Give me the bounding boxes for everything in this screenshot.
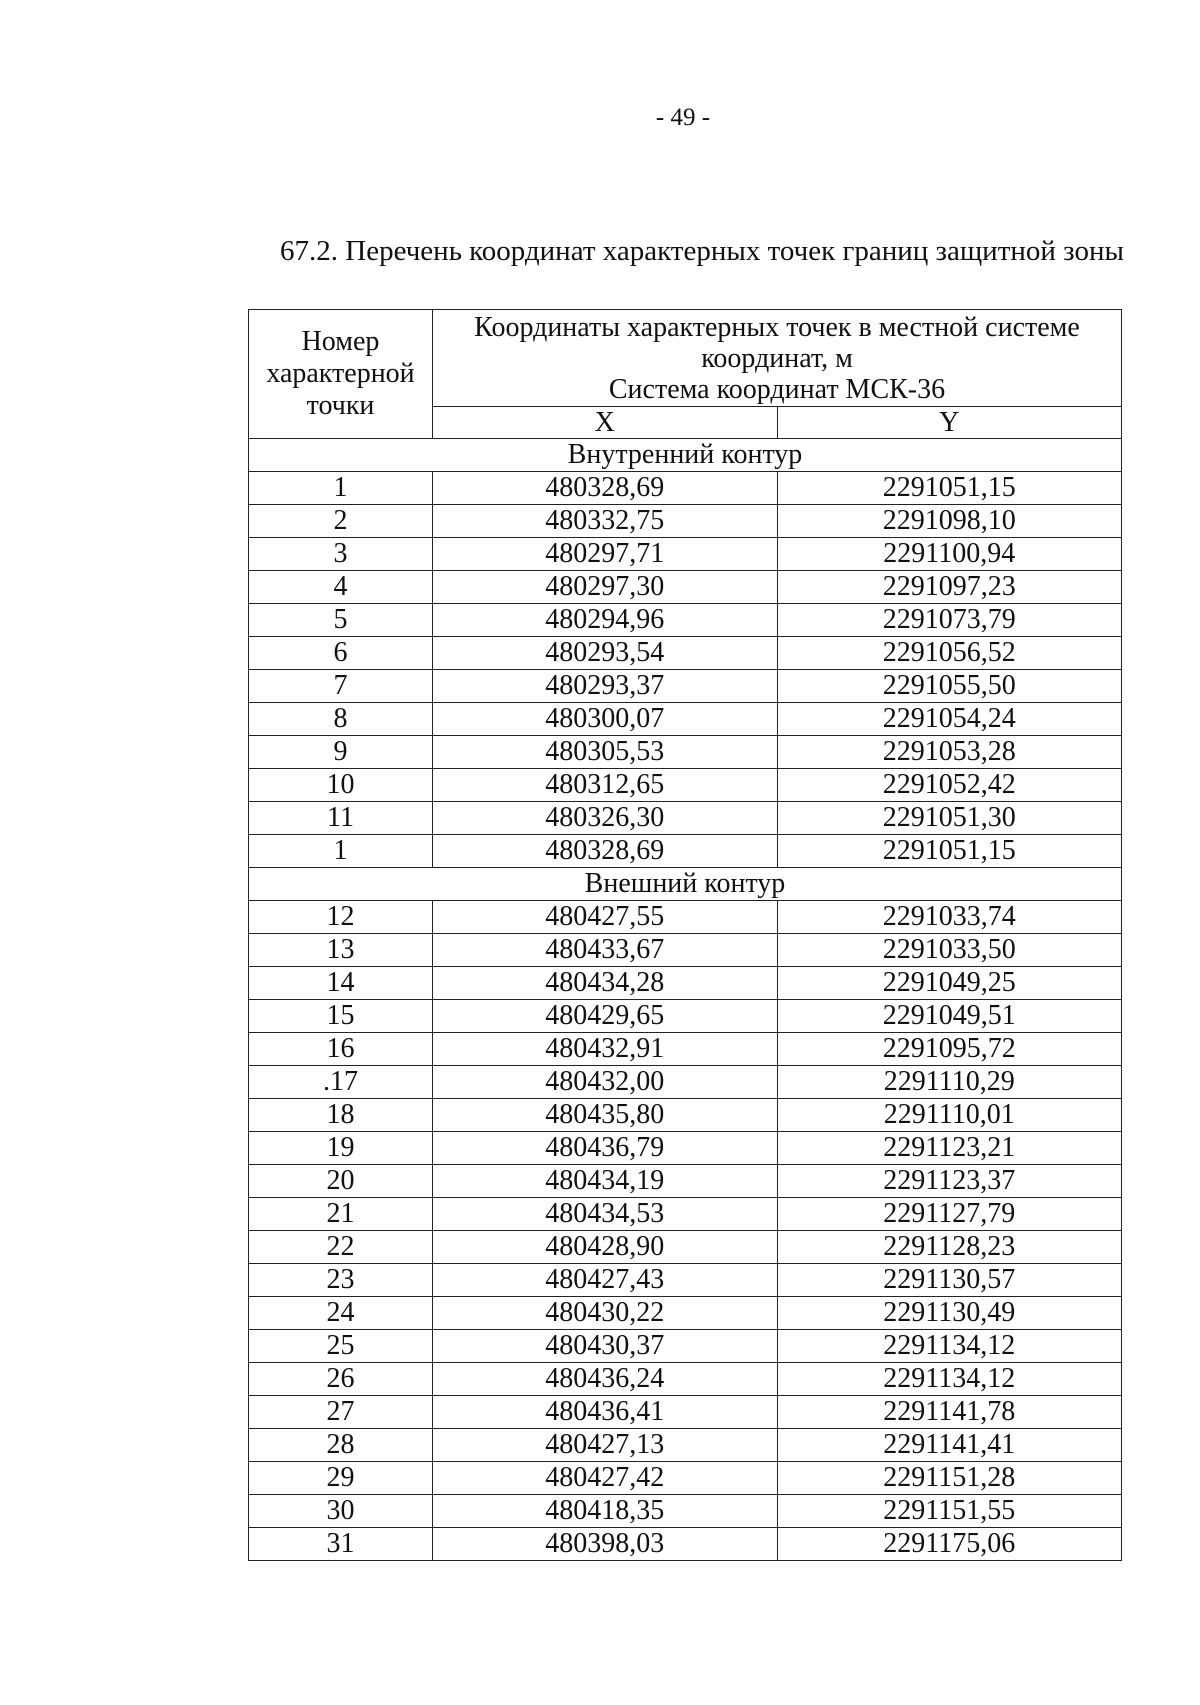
table-row	[249, 1396, 1122, 1429]
table-row	[249, 1264, 1122, 1297]
table-row	[249, 637, 1122, 670]
table-row	[249, 934, 1122, 967]
y-coordinate-cell: 2291130,57	[777, 1264, 1122, 1297]
point-number-cell: 31	[249, 1528, 433, 1561]
y-coordinate-cell: 2291051,15	[777, 472, 1122, 505]
table-row	[249, 1528, 1122, 1561]
x-coordinate-cell: 480305,53	[433, 736, 778, 769]
table-row	[249, 1000, 1122, 1033]
point-number-cell: 18	[249, 1099, 433, 1132]
section-title: Внешний контур	[249, 868, 1122, 901]
x-coordinate-cell: 480436,41	[433, 1396, 778, 1429]
header-y: Y	[777, 407, 1122, 439]
x-coordinate-cell: 480293,37	[433, 670, 778, 703]
table-row	[249, 802, 1122, 835]
x-coordinate-cell: 480432,91	[433, 1033, 778, 1066]
x-coordinate-cell: 480434,19	[433, 1165, 778, 1198]
y-coordinate-cell: 2291151,55	[777, 1495, 1122, 1528]
y-coordinate-cell: 2291151,28	[777, 1462, 1122, 1495]
point-number-cell: 2	[249, 505, 433, 538]
x-coordinate-cell: 480326,30	[433, 802, 778, 835]
y-coordinate-cell: 2291049,51	[777, 1000, 1122, 1033]
page-number: - 49 -	[655, 104, 711, 131]
coordinates-table	[248, 309, 1122, 1561]
y-coordinate-cell: 2291175,06	[777, 1528, 1122, 1561]
y-coordinate-cell: 2291123,37	[777, 1165, 1122, 1198]
table-row	[249, 472, 1122, 505]
y-coordinate-cell: 2291134,12	[777, 1363, 1122, 1396]
y-coordinate-cell: 2291097,23	[777, 571, 1122, 604]
header-point-line: Номер	[301, 326, 380, 357]
y-coordinate-cell: 2291141,78	[777, 1396, 1122, 1429]
table-row	[249, 1231, 1122, 1264]
header-coordinates	[433, 310, 1122, 407]
point-number-cell: 21	[249, 1198, 433, 1231]
y-coordinate-cell: 2291098,10	[777, 505, 1122, 538]
table-row	[249, 538, 1122, 571]
x-coordinate-cell: 480432,00	[433, 1066, 778, 1099]
point-number-cell: 28	[249, 1429, 433, 1462]
section-row	[249, 439, 1122, 472]
x-coordinate-cell: 480293,54	[433, 637, 778, 670]
x-coordinate-cell: 480430,37	[433, 1330, 778, 1363]
point-number-cell: 24	[249, 1297, 433, 1330]
x-coordinate-cell: 480328,69	[433, 472, 778, 505]
y-coordinate-cell: 2291110,29	[777, 1066, 1122, 1099]
x-coordinate-cell: 480398,03	[433, 1528, 778, 1561]
x-coordinate-cell: 480328,69	[433, 835, 778, 868]
point-number-cell: 3	[249, 538, 433, 571]
table-row	[249, 670, 1122, 703]
y-coordinate-cell: 2291141,41	[777, 1429, 1122, 1462]
table-row	[249, 1198, 1122, 1231]
point-number-cell: 13	[249, 934, 433, 967]
table-row	[249, 1165, 1122, 1198]
x-coordinate-cell: 480427,42	[433, 1462, 778, 1495]
y-coordinate-cell: 2291073,79	[777, 604, 1122, 637]
x-coordinate-cell: 480332,75	[433, 505, 778, 538]
point-number-cell: 4	[249, 571, 433, 604]
point-number-cell: 10	[249, 769, 433, 802]
y-coordinate-cell: 2291110,01	[777, 1099, 1122, 1132]
point-number-cell: .17	[249, 1066, 433, 1099]
x-coordinate-cell: 480436,79	[433, 1132, 778, 1165]
point-number-cell: 20	[249, 1165, 433, 1198]
point-number-cell: 23	[249, 1264, 433, 1297]
table-row	[249, 1132, 1122, 1165]
x-coordinate-cell: 480294,96	[433, 604, 778, 637]
point-number-cell: 8	[249, 703, 433, 736]
x-coordinate-cell: 480300,07	[433, 703, 778, 736]
point-number-cell: 16	[249, 1033, 433, 1066]
x-coordinate-cell: 480297,71	[433, 538, 778, 571]
header-point-number	[249, 310, 433, 439]
y-coordinate-cell: 2291130,49	[777, 1297, 1122, 1330]
table-row	[249, 1066, 1122, 1099]
table-row	[249, 967, 1122, 1000]
point-number-cell: 6	[249, 637, 433, 670]
header-point-line: характерной	[266, 358, 415, 389]
table-row	[249, 1429, 1122, 1462]
y-coordinate-cell: 2291033,74	[777, 901, 1122, 934]
table-row	[249, 505, 1122, 538]
x-coordinate-cell: 480436,24	[433, 1363, 778, 1396]
x-coordinate-cell: 480434,28	[433, 967, 778, 1000]
x-coordinate-cell: 480427,43	[433, 1264, 778, 1297]
x-coordinate-cell: 480435,80	[433, 1099, 778, 1132]
header-coords-line: координат, м	[701, 342, 853, 374]
table-row	[249, 901, 1122, 934]
point-number-cell: 5	[249, 604, 433, 637]
document-heading: 67.2. Перечень координат характерных точек границ защитной зоны	[280, 235, 1124, 267]
table-row	[249, 1462, 1122, 1495]
y-coordinate-cell: 2291053,28	[777, 736, 1122, 769]
y-coordinate-cell: 2291051,30	[777, 802, 1122, 835]
point-number-cell: 15	[249, 1000, 433, 1033]
point-number-cell: 29	[249, 1462, 433, 1495]
x-coordinate-cell: 480433,67	[433, 934, 778, 967]
table-row	[249, 1099, 1122, 1132]
table-row	[249, 703, 1122, 736]
table-body	[249, 439, 1122, 1561]
point-number-cell: 27	[249, 1396, 433, 1429]
x-coordinate-cell: 480429,65	[433, 1000, 778, 1033]
y-coordinate-cell: 2291095,72	[777, 1033, 1122, 1066]
point-number-cell: 12	[249, 901, 433, 934]
x-coordinate-cell: 480297,30	[433, 571, 778, 604]
header-point-line: точки	[306, 390, 375, 421]
y-coordinate-cell: 2291134,12	[777, 1330, 1122, 1363]
y-coordinate-cell: 2291127,79	[777, 1198, 1122, 1231]
table-row	[249, 1363, 1122, 1396]
header-coords-line: Система координат МСК-36	[608, 373, 946, 405]
point-number-cell: 14	[249, 967, 433, 1000]
point-number-cell: 26	[249, 1363, 433, 1396]
point-number-cell: 19	[249, 1132, 433, 1165]
point-number-cell: 1	[249, 472, 433, 505]
y-coordinate-cell: 2291052,42	[777, 769, 1122, 802]
table-row	[249, 1495, 1122, 1528]
y-coordinate-cell: 2291055,50	[777, 670, 1122, 703]
y-coordinate-cell: 2291054,24	[777, 703, 1122, 736]
table-row	[249, 1297, 1122, 1330]
y-coordinate-cell: 2291033,50	[777, 934, 1122, 967]
y-coordinate-cell: 2291128,23	[777, 1231, 1122, 1264]
x-coordinate-cell: 480418,35	[433, 1495, 778, 1528]
table-row	[249, 604, 1122, 637]
point-number-cell: 30	[249, 1495, 433, 1528]
y-coordinate-cell: 2291123,21	[777, 1132, 1122, 1165]
table-row	[249, 571, 1122, 604]
section-row	[249, 868, 1122, 901]
point-number-cell: 25	[249, 1330, 433, 1363]
x-coordinate-cell: 480427,55	[433, 901, 778, 934]
table-header-row	[249, 310, 1122, 407]
x-coordinate-cell: 480312,65	[433, 769, 778, 802]
table-row	[249, 769, 1122, 802]
y-coordinate-cell: 2291049,25	[777, 967, 1122, 1000]
table-row	[249, 736, 1122, 769]
table-row	[249, 1033, 1122, 1066]
x-coordinate-cell: 480430,22	[433, 1297, 778, 1330]
point-number-cell: 22	[249, 1231, 433, 1264]
point-number-cell: 1	[249, 835, 433, 868]
y-coordinate-cell: 2291056,52	[777, 637, 1122, 670]
header-coords-line: Координаты характерных точек в местной системе	[474, 311, 1080, 343]
x-coordinate-cell: 480428,90	[433, 1231, 778, 1264]
y-coordinate-cell: 2291100,94	[777, 538, 1122, 571]
y-coordinate-cell: 2291051,15	[777, 835, 1122, 868]
point-number-cell: 9	[249, 736, 433, 769]
table-row	[249, 835, 1122, 868]
table-row	[249, 1330, 1122, 1363]
section-title: Внутренний контур	[249, 439, 1122, 472]
x-coordinate-cell: 480434,53	[433, 1198, 778, 1231]
header-x: X	[433, 407, 778, 439]
point-number-cell: 7	[249, 670, 433, 703]
point-number-cell: 11	[249, 802, 433, 835]
x-coordinate-cell: 480427,13	[433, 1429, 778, 1462]
